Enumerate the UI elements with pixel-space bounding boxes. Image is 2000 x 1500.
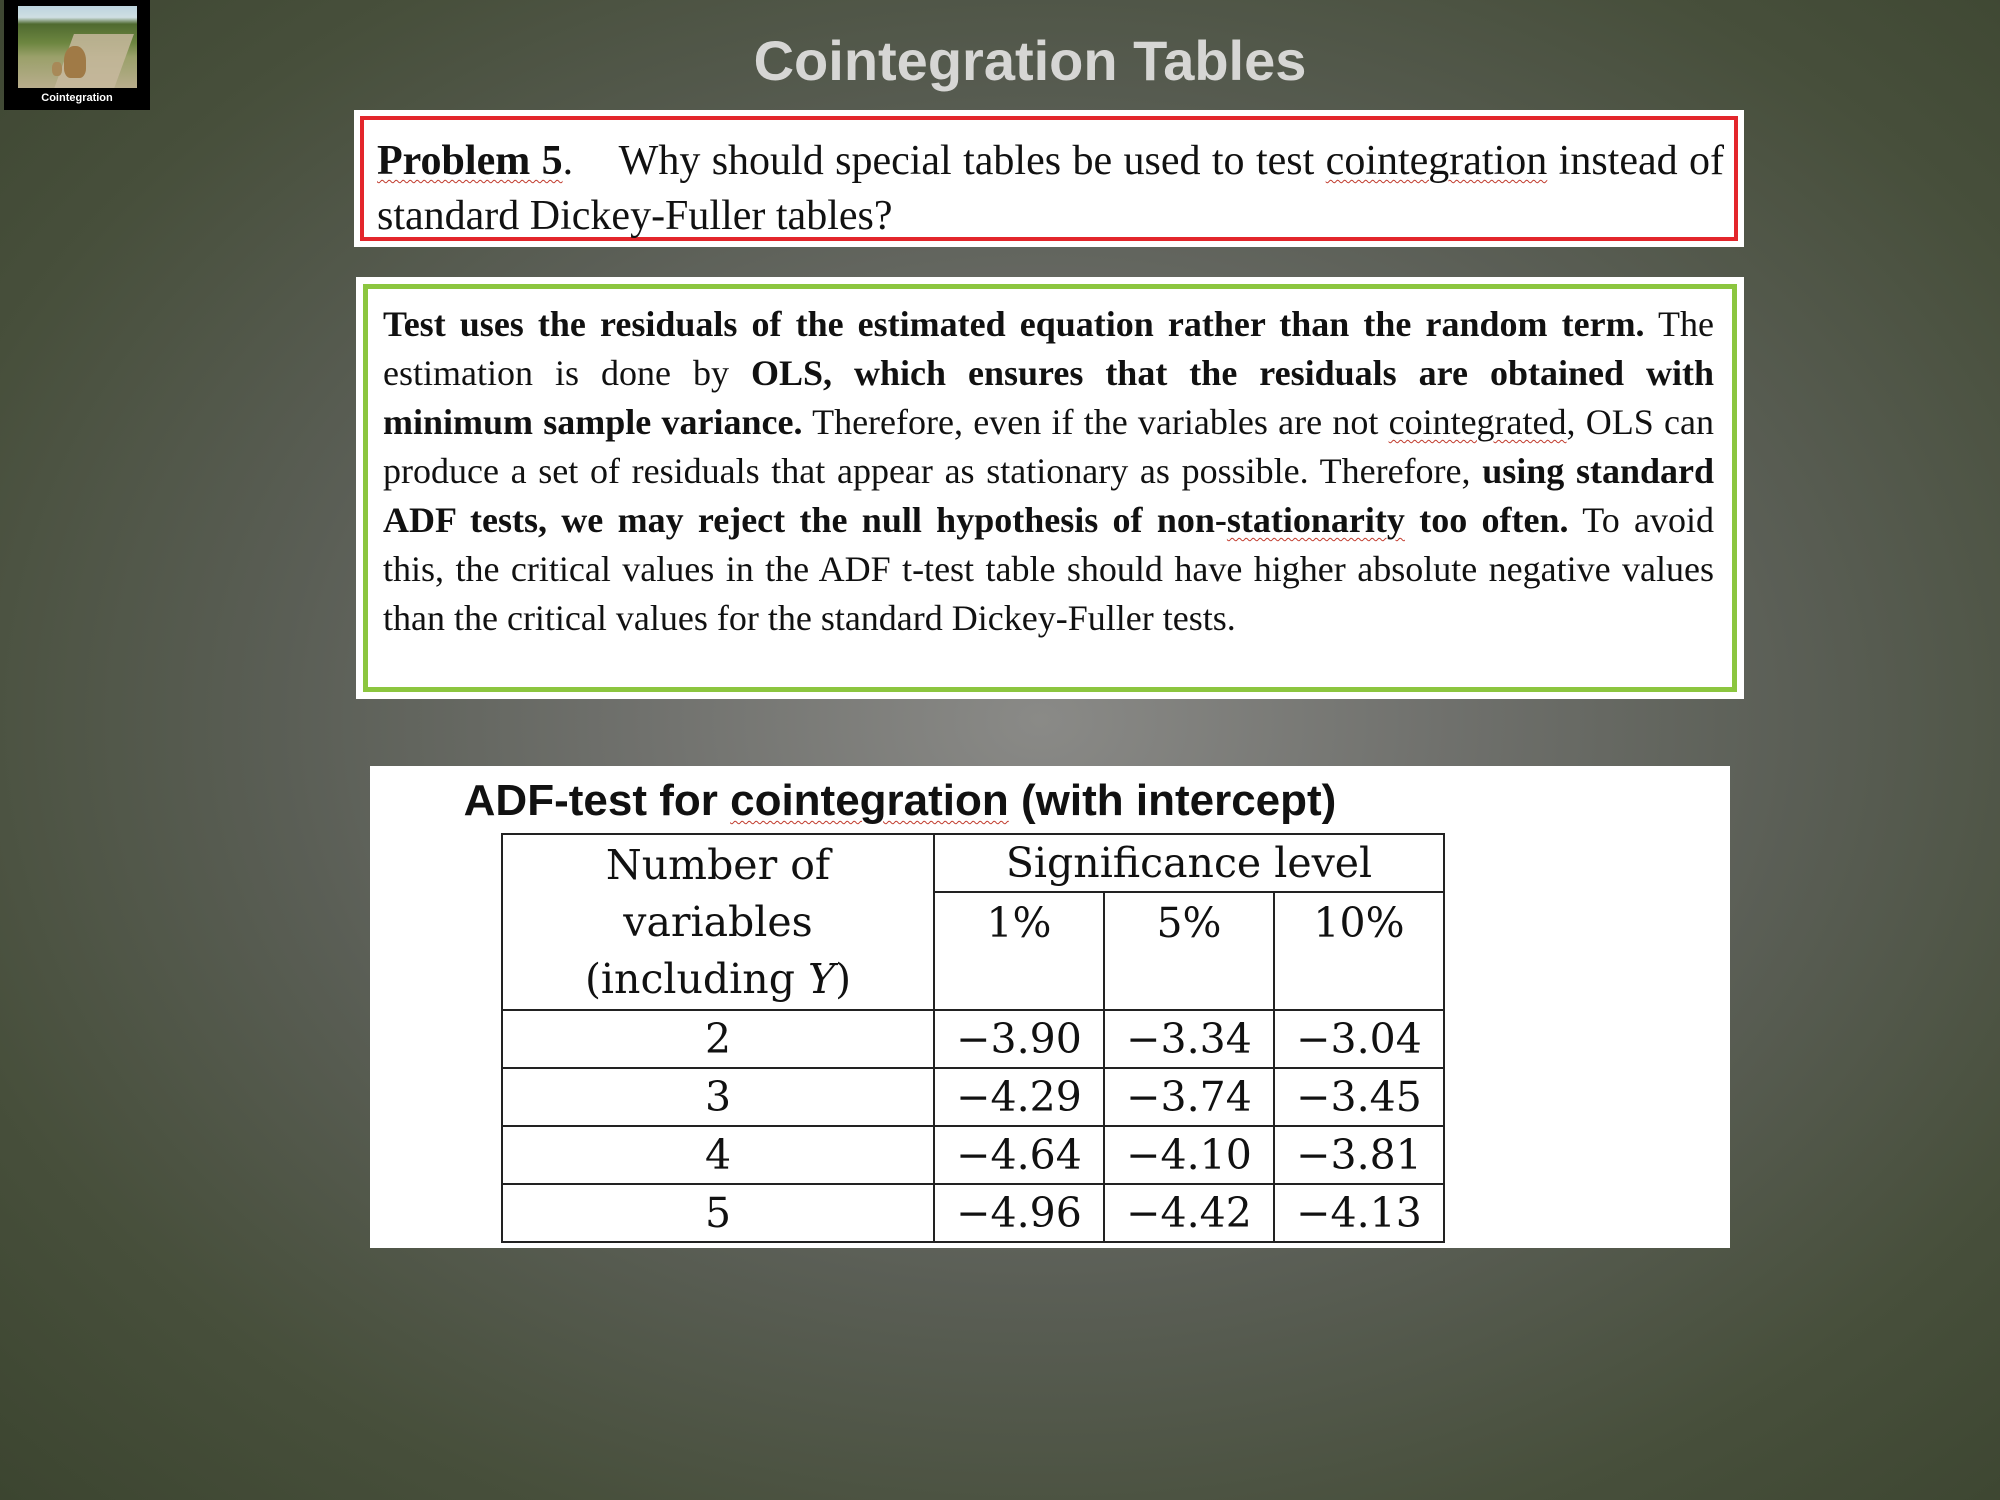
answer-s3-c: , OLS can produce a set of residuals that appear as stationary as possible. Therefore, bbox=[383, 402, 1714, 491]
row-value: −4.13 bbox=[1274, 1184, 1444, 1242]
row-n: 3 bbox=[502, 1068, 934, 1126]
answer-s2: The estimation is done by bbox=[383, 304, 1714, 393]
row-value: −4.10 bbox=[1104, 1126, 1274, 1184]
answer-s4-a: using standard ADF tests, we may reject the null hypothesis of non- bbox=[383, 451, 1714, 540]
header-variables bbox=[502, 834, 934, 1010]
answer-text bbox=[363, 284, 1737, 692]
header-variables-line2: variables bbox=[623, 897, 813, 946]
answer-box bbox=[356, 277, 1744, 699]
thumbnail-label: Cointegration bbox=[41, 92, 113, 104]
thumbnail-cub bbox=[52, 62, 62, 76]
adf-title-c: (with intercept) bbox=[1008, 776, 1337, 825]
row-n: 5 bbox=[502, 1184, 934, 1242]
row-value: −3.74 bbox=[1104, 1068, 1274, 1126]
problem-label-suffix: . bbox=[562, 138, 574, 184]
adf-table-panel bbox=[370, 766, 1730, 1248]
header-variables-line1: Number of bbox=[605, 840, 831, 889]
thumbnail-lion bbox=[64, 46, 86, 78]
row-value: −4.42 bbox=[1104, 1184, 1274, 1242]
header-significance: Significance level bbox=[934, 834, 1444, 892]
row-value: −3.04 bbox=[1274, 1010, 1444, 1068]
answer-s4-b: stationarity bbox=[1226, 500, 1405, 540]
adf-title-b: cointegration bbox=[730, 776, 1009, 825]
problem-box bbox=[354, 110, 1744, 247]
thumbnail bbox=[4, 0, 150, 110]
thumbnail-image bbox=[18, 6, 137, 88]
answer-s1: Test uses the residuals of the estimated equation rather than the random term. bbox=[383, 304, 1645, 344]
problem-text-c: instead of standard Dickey-Fuller tables? bbox=[377, 138, 1725, 239]
row-n: 4 bbox=[502, 1126, 934, 1184]
adf-table-title bbox=[370, 776, 1430, 826]
answer-s3-a: Therefore, even if the variables are not bbox=[802, 402, 1389, 442]
header-variables-line3 bbox=[503, 951, 933, 1008]
problem-text-a: Why should special tables be used to test bbox=[618, 138, 1326, 184]
row-value: −4.29 bbox=[934, 1068, 1104, 1126]
answer-s2-bold: OLS, which ensures that the residuals are obtained with minimum sample variance. bbox=[383, 353, 1714, 442]
table-row bbox=[502, 1126, 1444, 1184]
row-value: −3.81 bbox=[1274, 1126, 1444, 1184]
problem-text-b: cointegration bbox=[1325, 138, 1548, 184]
problem-label: Problem 5 bbox=[377, 138, 563, 184]
header-level-1: 1% bbox=[934, 892, 1104, 1010]
adf-title-a: ADF-test for bbox=[463, 776, 731, 825]
answer-s4-c: too often. bbox=[1404, 500, 1569, 540]
table-row bbox=[502, 1068, 1444, 1126]
header-level-10: 10% bbox=[1274, 892, 1444, 1010]
table-row bbox=[502, 1010, 1444, 1068]
header-line3-b: ) bbox=[835, 954, 852, 1003]
header-level-5: 5% bbox=[1104, 892, 1274, 1010]
slide-title: Cointegration Tables bbox=[753, 29, 1307, 92]
row-n: 2 bbox=[502, 1010, 934, 1068]
problem-text bbox=[360, 116, 1738, 241]
row-value: −3.90 bbox=[934, 1010, 1104, 1068]
header-line3-var: Y bbox=[807, 954, 836, 1003]
row-value: −4.96 bbox=[934, 1184, 1104, 1242]
answer-s3-b: cointegrated bbox=[1388, 402, 1567, 442]
row-value: −3.45 bbox=[1274, 1068, 1444, 1126]
row-value: −3.34 bbox=[1104, 1010, 1274, 1068]
row-value: −4.64 bbox=[934, 1126, 1104, 1184]
adf-table bbox=[501, 833, 1445, 1243]
answer-s5: To avoid this, the critical values in the ADF t-test table should have higher absolute negative values than the critical values for the standard Dickey-Fuller tests. bbox=[383, 500, 1715, 638]
header-line3-a: (including bbox=[584, 954, 808, 1003]
table-row bbox=[502, 1184, 1444, 1242]
